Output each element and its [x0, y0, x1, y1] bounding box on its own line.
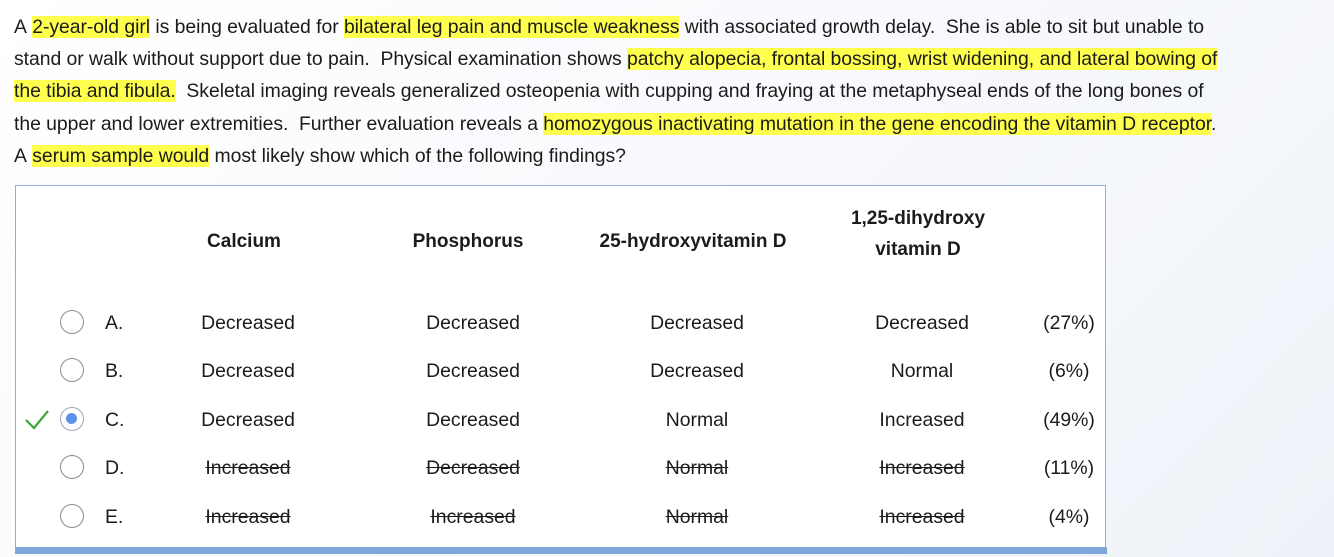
answer-option-d[interactable]: [16, 444, 1105, 492]
question-text: stand or walk without support due to pain. Physical examination shows: [14, 48, 627, 71]
header-1-25-line-1: 1,25-dihydroxy: [850, 208, 986, 229]
cell-vitd125: Increased: [879, 506, 965, 528]
cell-calcium: Decreased: [201, 409, 295, 431]
cell-calcium: Decreased: [201, 312, 295, 334]
answer-option-e[interactable]: [16, 493, 1105, 541]
highlighted-text: serum sample would: [32, 144, 210, 167]
question-text: is being evaluated for: [150, 16, 344, 38]
header-phosphorus: Phosphorus: [412, 231, 524, 252]
question-line-4: [14, 108, 1324, 140]
question-line-2: [14, 43, 1324, 75]
highlighted-text: homozygous inactivating mutation in the gene encoding the vitamin D receptor: [543, 112, 1212, 135]
option-letter: E.: [105, 506, 124, 528]
question-stem: [14, 11, 1324, 172]
question-text: the upper and lower extremities. Further evaluation reveals a: [14, 112, 544, 135]
cell-calcium: Increased: [205, 457, 291, 479]
highlighted-text: 2-year-old girl: [32, 16, 151, 38]
question-text: A: [14, 16, 33, 38]
cell-vitd25: Normal: [665, 409, 729, 431]
question-line-5: [14, 140, 1324, 172]
cell-phosphorus: Increased: [430, 506, 516, 528]
cell-vitd25: Decreased: [650, 360, 744, 382]
cell-vitd25: Normal: [665, 506, 729, 528]
option-letter: B.: [105, 360, 124, 382]
response-percentage: (4%): [1048, 506, 1090, 528]
cell-vitd125: Increased: [879, 409, 965, 431]
option-letter: C.: [105, 409, 125, 431]
highlighted-text: the tibia and fibula.: [14, 80, 176, 103]
response-percentage: (27%): [1043, 312, 1095, 334]
radio-button-icon[interactable]: [60, 455, 84, 479]
cell-phosphorus: Decreased: [426, 457, 520, 479]
header-25-hydroxyvitamin-d: 25-hydroxyvitamin D: [599, 231, 787, 252]
response-percentage: (49%): [1043, 409, 1095, 431]
response-percentage: (6%): [1048, 360, 1090, 382]
answer-option-c[interactable]: [16, 396, 1105, 444]
cell-vitd25: Normal: [665, 457, 729, 479]
radio-button-icon[interactable]: [60, 310, 84, 334]
cell-phosphorus: Decreased: [426, 360, 520, 382]
highlighted-text: patchy alopecia, frontal bossing, wrist widening, and lateral bowing of: [626, 48, 1218, 71]
header-1-25-dihydroxyvitamin-d: [818, 203, 1018, 265]
radio-button-icon[interactable]: [60, 407, 84, 431]
cell-vitd25: Decreased: [650, 312, 744, 334]
cell-vitd125: Normal: [890, 360, 954, 382]
cell-calcium: Decreased: [201, 360, 295, 382]
cell-phosphorus: Decreased: [426, 312, 520, 334]
question-text: most likely show which of the following findings?: [209, 144, 626, 167]
radio-button-icon[interactable]: [60, 504, 84, 528]
radio-button-icon[interactable]: [60, 358, 84, 382]
checkmark-icon: [24, 408, 50, 430]
header-1-25-line-2: vitamin D: [875, 239, 961, 260]
cell-vitd125: Decreased: [875, 312, 969, 334]
cell-vitd125: Increased: [879, 457, 965, 479]
answer-option-a[interactable]: [16, 299, 1105, 347]
answer-table: [15, 185, 1106, 550]
header-calcium: Calcium: [207, 231, 281, 252]
question-line-3: [14, 75, 1324, 107]
question-text: Skeletal imaging reveals generalized osteopenia with cupping and fraying at the metaphyseal ends of the long bones of: [175, 80, 1204, 103]
question-line-1: [14, 11, 1324, 43]
question-text: .: [1211, 112, 1217, 135]
panel-bottom-bar: [15, 547, 1107, 554]
highlighted-text: bilateral leg pain and muscle weakness: [343, 16, 680, 38]
option-letter: A.: [105, 312, 124, 334]
response-percentage: (11%): [1043, 457, 1095, 479]
option-letter: D.: [105, 457, 125, 479]
question-text: with associated growth delay. She is able to sit but unable to: [679, 16, 1205, 38]
cell-phosphorus: Decreased: [426, 409, 520, 431]
answer-option-b[interactable]: [16, 347, 1105, 395]
question-text: A: [14, 144, 33, 167]
cell-calcium: Increased: [205, 506, 291, 528]
